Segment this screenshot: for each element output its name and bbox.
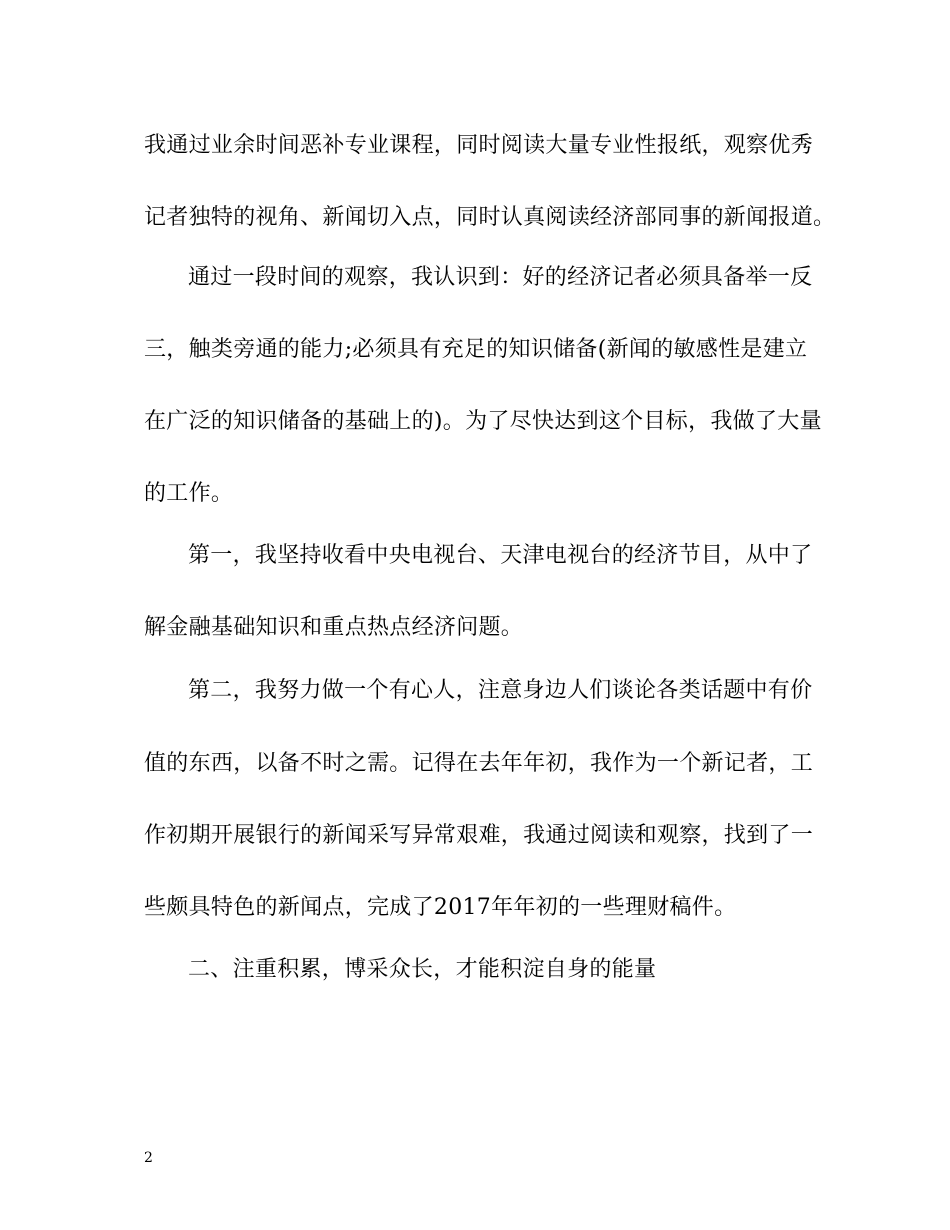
text-line: 作初期开展银行的新闻采写异常艰难，我通过阅读和观察，找到了一 <box>144 823 814 848</box>
section-heading-line: 二、注重积累，博采众长，才能积淀自身的能量 <box>188 957 657 982</box>
paragraph-start-line: 第二，我努力做一个有心人，注意身边人们谈论各类话题中有价 <box>188 678 813 703</box>
text-line: 在广泛的知识储备的基础上的)。为了尽快达到这个目标，我做了大量 <box>144 409 822 434</box>
paragraph-start-line: 通过一段时间的观察，我认识到：好的经济记者必须具备举一反 <box>188 265 813 290</box>
paragraph-start-line: 第一，我坚持收看中央电视台、天津电视台的经济节目，从中了 <box>188 543 813 568</box>
text-line: 解金融基础知识和重点热点经济问题。 <box>144 615 524 640</box>
text-line: 值的东西，以备不时之需。记得在去年年初，我作为一个新记者，工 <box>144 751 814 776</box>
text-line: 记者独特的视角、新闻切入点，同时认真阅读经济部同事的新闻报道。 <box>144 205 836 230</box>
text-line: 我通过业余时间恶补专业课程，同时阅读大量专业性报纸，观察优秀 <box>144 133 814 158</box>
text-line: 些颇具特色的新闻点，完成了2017年年初的一些理财稿件。 <box>144 895 737 920</box>
page-number: 2 <box>144 1150 153 1166</box>
text-line: 三，触类旁通的能力;必须具有充足的知识储备(新闻的敏感性是建立 <box>144 337 808 362</box>
text-line: 的工作。 <box>144 481 234 506</box>
